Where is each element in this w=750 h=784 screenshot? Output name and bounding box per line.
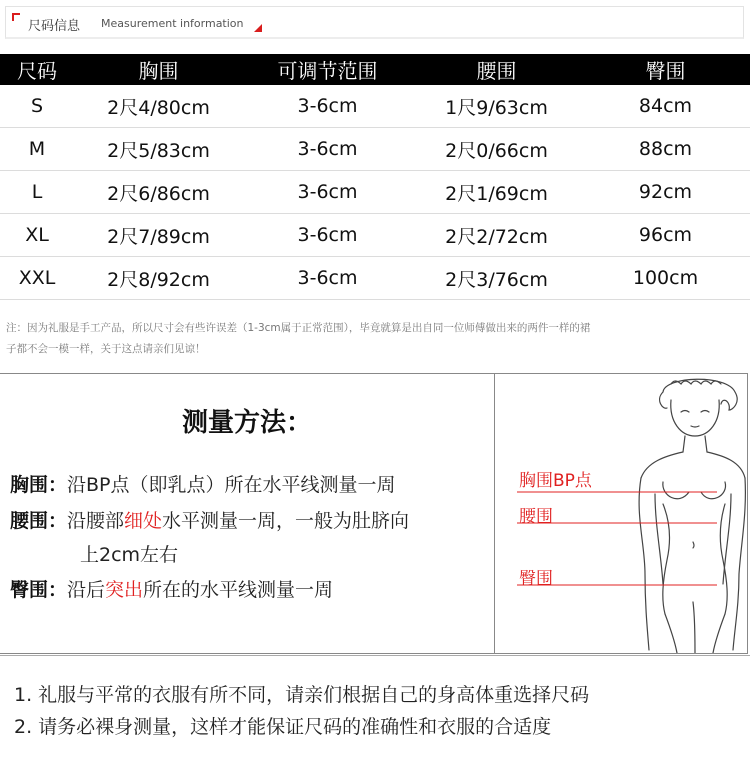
- waist-label: 腰围：: [10, 510, 68, 532]
- cell-bust: 2尺4/80cm: [74, 85, 243, 128]
- waist-text-highlight: 细处: [124, 510, 163, 532]
- cell-adjust: 3-6cm: [243, 171, 412, 214]
- col-header-bust: 胸围: [74, 54, 243, 85]
- table-header-row: [0, 54, 750, 85]
- waist-text-b: 水平测量一周，一般为肚脐向: [162, 510, 410, 532]
- cell-bust: 2尺8/92cm: [74, 257, 243, 300]
- size-note: [6, 318, 736, 360]
- table-row: [0, 257, 750, 300]
- measurement-method-box: [0, 373, 748, 654]
- cell-waist: 2尺2/72cm: [412, 214, 581, 257]
- cell-hip: 96cm: [581, 214, 750, 257]
- section-title-zh: 尺码信息: [28, 19, 81, 34]
- cell-size: M: [0, 128, 74, 171]
- col-header-waist: 腰围: [412, 54, 581, 85]
- cell-size: S: [0, 85, 74, 128]
- hip-instruction: [10, 575, 333, 602]
- body-figure: [495, 374, 747, 653]
- waist-instruction-cont: [80, 540, 178, 567]
- table-row: [0, 214, 750, 257]
- cell-size: XL: [0, 214, 74, 257]
- col-header-hip: 臀围: [581, 54, 750, 85]
- method-title: 测量方法：: [182, 408, 313, 438]
- bust-text: 沿BP点（即乳点）所在水平线测量一周: [67, 474, 396, 496]
- tip-1: 1. 礼服与平常的衣服有所不同，请亲们根据自己的身高体重选择尺码: [14, 684, 590, 706]
- tip-2: 2. 请务必裸身测量，这样才能保证尺码的准确性和衣服的合适度: [14, 716, 552, 738]
- cell-bust: 2尺6/86cm: [74, 171, 243, 214]
- figure-hip-label: 臀围: [519, 569, 553, 589]
- corner-mark-icon: [12, 13, 20, 21]
- figure-waist-label: 腰围: [519, 507, 553, 527]
- tips-section: [0, 655, 750, 761]
- cell-hip: 92cm: [581, 171, 750, 214]
- cell-adjust: 3-6cm: [243, 128, 412, 171]
- size-table: [0, 54, 750, 300]
- cell-size: L: [0, 171, 74, 214]
- hip-text-a: 沿后: [67, 579, 106, 601]
- cell-bust: 2尺5/83cm: [74, 128, 243, 171]
- cell-adjust: 3-6cm: [243, 214, 412, 257]
- cell-hip: 100cm: [581, 257, 750, 300]
- cell-adjust: 3-6cm: [243, 257, 412, 300]
- hip-label: 臀围：: [10, 579, 68, 601]
- hip-text-highlight: 突出: [105, 579, 144, 601]
- col-header-size: 尺码: [0, 54, 74, 85]
- cell-size: XXL: [0, 257, 74, 300]
- waist-text-c: 上2cm左右: [80, 544, 179, 566]
- waist-text-a: 沿腰部: [67, 510, 125, 532]
- cell-bust: 2尺7/89cm: [74, 214, 243, 257]
- bust-instruction: [10, 470, 396, 497]
- bust-label: 胸围：: [10, 474, 68, 496]
- note-line-1: 注：因为礼服是手工产品，所以尺寸会有些许误差（1-3cm属于正常范围），毕竟就算是出自同一位师傅做出来的两件一样的裙: [6, 322, 591, 334]
- col-header-adjust: 可调节范围: [243, 54, 412, 85]
- waist-instruction: [10, 506, 409, 533]
- cell-waist: 2尺0/66cm: [412, 128, 581, 171]
- cell-hip: 84cm: [581, 85, 750, 128]
- cell-hip: 88cm: [581, 128, 750, 171]
- section-header: [5, 6, 744, 39]
- section-title-en: Measurement information: [101, 17, 244, 30]
- table-row: [0, 171, 750, 214]
- hip-text-b: 所在的水平线测量一周: [143, 579, 334, 601]
- table-row: [0, 128, 750, 171]
- cell-waist: 2尺1/69cm: [412, 171, 581, 214]
- cell-adjust: 3-6cm: [243, 85, 412, 128]
- cell-waist: 2尺3/76cm: [412, 257, 581, 300]
- figure-bust-label: 胸围BP点: [519, 471, 592, 491]
- cell-waist: 1尺9/63cm: [412, 85, 581, 128]
- corner-triangle-icon: [254, 24, 262, 32]
- table-row: [0, 85, 750, 128]
- note-line-2: 子都不会一模一样，关于这点请亲们见谅！: [6, 343, 206, 355]
